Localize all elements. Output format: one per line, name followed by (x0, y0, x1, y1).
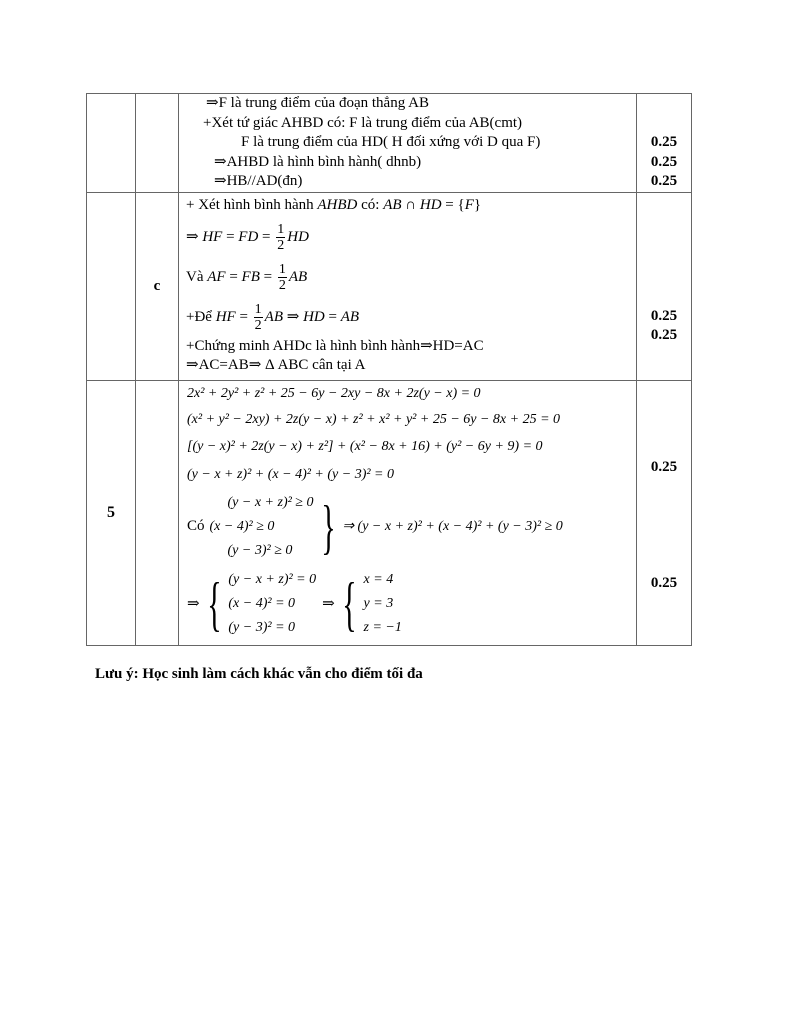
score: 0.25 (650, 458, 678, 475)
left-brace: { (206, 570, 222, 637)
score: 0.25 (650, 134, 678, 150)
part-label: c (153, 277, 161, 294)
system-equation: (y − x + z)² = 0 (228, 571, 317, 587)
question-label: 5 (107, 503, 115, 521)
answer-table (86, 93, 692, 646)
footnote: Lưu ý: Học sinh làm cách khác vẫn cho điểm tối đa (95, 666, 423, 682)
inequality: (x − 4)² ≥ 0 (209, 518, 275, 534)
score: 0.25 (650, 153, 678, 170)
solution-value: z = −1 (363, 619, 402, 635)
system-block (187, 565, 636, 643)
score-cell (637, 94, 692, 193)
inequality-block (187, 489, 636, 565)
system-equation: (y − 3)² = 0 (228, 619, 296, 635)
equation-line: (y − x + z)² + (x − 4)² + (y − 3)² = 0 (187, 466, 394, 482)
score: 0.25 (650, 575, 678, 591)
right-brace: } (320, 493, 336, 560)
question-cell (87, 192, 136, 380)
question-cell (87, 380, 136, 645)
table-row (87, 380, 692, 645)
solution-line: Và AF = FB = $\frac{1}{2}$ AB (186, 261, 308, 293)
solution-line: +Xét tứ giác AHBD có: F là trung điểm của AB(cmt) (203, 114, 523, 131)
implies-icon: ⇒ (322, 596, 335, 612)
table-row (87, 192, 692, 380)
left-brace: { (341, 570, 357, 637)
inequality: (y − x + z)² ≥ 0 (227, 494, 314, 510)
part-cell (136, 380, 179, 645)
equation-line: (x² + y² − 2xy) + 2z(y − x) + z² + x² + y² + 25 − 6y − 8x + 25 = 0 (187, 411, 561, 427)
part-cell (136, 94, 179, 193)
score: 0.25 (650, 307, 678, 324)
score-cell (637, 192, 692, 380)
equation-line: [(y − x)² + 2z(y − x) + z²] + (x² − 8x + 16) + (y² − 6y + 9) = 0 (187, 438, 543, 454)
co-label: Có (187, 518, 205, 534)
part-cell (136, 192, 179, 380)
solution-cell (179, 380, 637, 645)
table-row (87, 94, 692, 193)
solution-cell (179, 94, 637, 193)
score: 0.25 (650, 327, 678, 343)
system-equation: (x − 4)² = 0 (228, 595, 296, 611)
solution-cell (179, 192, 637, 380)
solution-line: ⇒AC=AB⇒ Δ ABC cân tại A (186, 357, 366, 373)
solution-line: +Để HF = $\frac{1}{2}$ AB ⇒ HD = AB (186, 301, 360, 333)
score-cell (637, 380, 692, 645)
solution-line: ⇒HB//AD(đn) (214, 173, 303, 189)
equation-line: 2x² + 2y² + z² + 25 − 6y − 2xy − 8x + 2z(y − x) = 0 (187, 385, 481, 401)
inequality-result: ⇒ (y − x + z)² + (x − 4)² + (y − 3)² ≥ 0 (342, 519, 563, 534)
solution-line: ⇒AHBD là hình bình hành( dhnb) (214, 153, 422, 170)
implies-icon: ⇒ (187, 596, 200, 612)
solution-line: + Xét hình bình hành AHBD có: AB ∩ HD = {F} (186, 196, 482, 213)
solution-line: +Chứng minh AHDc là hình bình hành⇒HD=AC (186, 337, 484, 354)
solution-value: y = 3 (363, 595, 394, 611)
solution-value: x = 4 (363, 571, 394, 587)
inequality: (y − 3)² ≥ 0 (227, 542, 293, 558)
solution-line: ⇒F là trung điểm của đoạn thẳng AB (206, 95, 429, 111)
solution-line: ⇒ HF = FD = $\frac{1}{2}$ HD (186, 221, 309, 253)
question-cell (87, 94, 136, 193)
score: 0.25 (650, 173, 678, 189)
solution-line: F là trung điểm của HD( H đối xứng với D qua F) (241, 134, 541, 150)
